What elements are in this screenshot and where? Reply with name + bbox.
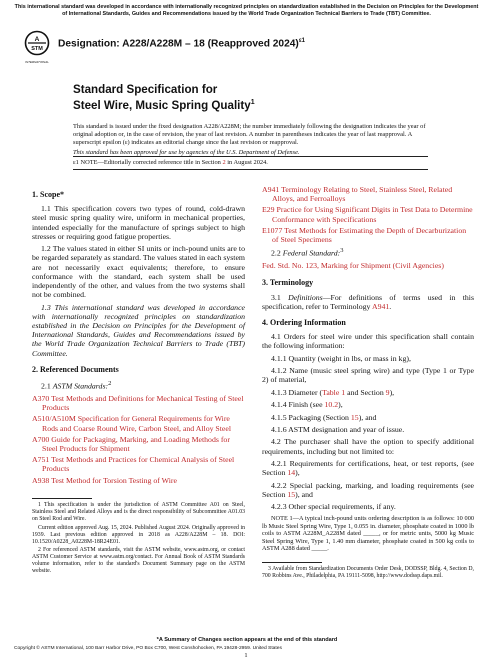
ref-item: Fed. Std. No. 123, Marking for Shipment (Civil Agencies)	[262, 261, 444, 271]
svg-text:INTERNATIONAL: INTERNATIONAL	[25, 60, 49, 64]
ref-item: E29 Practice for Using Significant Digits in Test Data to Determine Conformance with Specifications	[262, 205, 473, 224]
item-4-1-2: 4.1.2 Name (music steel spring wire) and type (Type 1 or Type 2) of material,	[262, 366, 474, 385]
ref-item: A370 Test Methods and Definitions for Mechanical Testing of Steel Products	[32, 394, 244, 413]
ref-item: A938 Test Method for Torsion Testing of Wire	[32, 475, 177, 485]
summary-of-changes-note: *A Summary of Changes section appears at the end of this standard	[156, 637, 338, 643]
para-1-3: 1.3 This international standard was developed in accordance with internationally recognized principles on standardization established in the Decision on Principles for the Development of International Standards, Guides and Recommendations issued by the World Trade Organization Technical Barriers to Trade (TBT) Committee.	[32, 302, 245, 358]
item-4-2-1: 4.2.1 Requirements for certifications, heat, or test reports, (see Section 14),	[262, 458, 474, 478]
ref-link-a751[interactable]: A751	[32, 455, 50, 465]
section-3-heading: 3. Terminology	[262, 278, 314, 288]
para-3-1: 3.1 Definitions—For definitions of terms used in this specification, refer to Terminology A941.	[262, 292, 474, 311]
astm-logo	[24, 30, 50, 70]
section-2-heading: 2. Referenced Documents	[32, 364, 119, 374]
ref-link-a941-terminology[interactable]: A941	[371, 301, 390, 311]
footnote-rule-left	[32, 498, 92, 499]
para-1-2: 1.2 The values stated in either SI units or inch-pound units are to be regarded separately as standard. The values stated in each system are not necessarily exact equivalents; therefore, to ensure conformance with the standard, each system shall be used independently of the other, and values from the two systems shall not be combined.	[32, 244, 245, 300]
page-number: 1	[244, 652, 248, 659]
ref-link-a510[interactable]: A510/A510M	[32, 414, 76, 424]
footnote-1-edition: Current edition approved Aug. 15, 2024. Published August 2024. Originally approved in 1939. Last previous edition approved in 2018 as A228/A228M – 18. DOI: 10.1520/A0228_A0228M-18R24E01.	[32, 524, 245, 545]
svg-text:STM: STM	[31, 46, 43, 52]
ref-item: A941 Terminology Relating to Steel, Stainless Steel, Related Alloys, and Ferroalloys	[262, 185, 453, 204]
item-4-1-1: 4.1.1 Quantity (weight in lbs, or mass in kg),	[271, 353, 411, 363]
item-4-1-5: 4.1.5 Packaging (Section 15), and	[271, 412, 377, 422]
ref-item: A510/A510M Specification for General Requirements for Wire Rods and Coarse Round Wire, Carbon Steel, and Alloy Steel	[32, 414, 232, 433]
section-1-heading: 1. Scope*	[32, 190, 64, 199]
section-9-link[interactable]: 9	[385, 387, 390, 397]
footnote-3: 3 Available from Standardization Documents Order Desk, DODSSP, Bldg. 4, Section D, 700 Robbins Ave., Philadelphia, PA 19111-5098, http://www.dodssp.daps.mil.	[262, 566, 474, 579]
footnote-1: 1 This specification is under the jurisdiction of ASTM Committee A01 on Steel, Stainless Steel and Related Alloys and is the direct responsibility of Subcommittee A01.03 on Steel Rod and Wire.	[32, 502, 245, 522]
divider-bottom	[73, 169, 428, 170]
para-4-1: 4.1 Orders for steel wire under this specification shall contain the following information:	[262, 332, 474, 351]
ref-link-a700[interactable]: A700	[32, 434, 50, 444]
designation: Designation: A228/A228M – 18 (Reapproved 2024)$^{\varepsilon 1}$	[58, 38, 306, 50]
item-4-1-4: 4.1.4 Finish (see 10.2),	[271, 400, 343, 410]
editorial-note: ε1 NOTE—Editorially corrected reference title in Section 2 in August 2024.	[73, 159, 268, 166]
item-4-2-2: 4.2.2 Special packing, marking, and loading requirements (see Section 15), and	[262, 480, 474, 499]
section-15-link[interactable]: 15	[287, 489, 296, 499]
section-4-heading: 4. Ordering Information	[262, 318, 346, 328]
ref-link-fed-std-123[interactable]: Fed. Std. No. 123	[262, 261, 318, 271]
section-15-link[interactable]: 15	[350, 412, 359, 422]
item-4-1-6: 4.1.6 ASTM designation and year of issue.	[271, 424, 405, 434]
para-1-1: 1.1 This specification covers two types of round, cold-drawn steel music spring quality wire, uniform in mechanical properties, intended especially for the manufacture of springs subject to high stresses or requiring good fatigue properties.	[32, 204, 245, 241]
footnotes-left	[32, 502, 245, 577]
divider-top	[73, 156, 428, 157]
ref-item: E1077 Test Methods for Estimating the Depth of Decarburization of Steel Specimens	[262, 225, 467, 245]
ref-link-a941[interactable]: A941	[262, 185, 280, 194]
footnotes-right	[262, 566, 474, 582]
document-title: Standard Specification for Steel Wire, Music Spring Quality$^1$	[73, 83, 255, 112]
section-2-link[interactable]: 2	[222, 159, 226, 166]
ref-link-a370[interactable]: A370	[32, 394, 50, 404]
ref-link-e1077[interactable]: E1077	[262, 225, 283, 235]
ref-item: A751 Test Methods and Practices for Chemical Analysis of Steel Products	[32, 455, 235, 474]
footnote-rule-right	[262, 562, 322, 563]
para-2-1: 2.1 ASTM Standards:$^2$	[41, 380, 112, 391]
dod-approval-note: This standard has been approved for use by agencies of the U.S. Department of Defense.	[73, 149, 300, 156]
tbt-notice: This international standard was developed in accordance with internationally recognized principles on standardization established in the Decision on Principles for the Development of International Standards, Guides and Recommendations issued by the World Trade Organization Technical Barriers to Trade (TBT) Committee.	[14, 4, 479, 17]
section-14-link[interactable]: 14	[287, 468, 296, 478]
section-10-2-link[interactable]: 10.2	[324, 400, 339, 410]
ref-link-e29[interactable]: E29	[262, 205, 275, 215]
left-column	[32, 185, 245, 487]
standard-issue-note: This standard is issued under the fixed designation A228/A228M; the number immediately following the designation indicates the year of original adoption or, in the case of revision, the year of last revision. A number in parentheses indicates the year of last reapproval. A superscript epsilon (ε) indicates an editorial change since the last revision or reapproval.	[73, 123, 426, 146]
footnote-2: 2 For referenced ASTM standards, visit the ASTM website, www.astm.org, or contact ASTM Customer Service at www.astm.org/contact. For Annual Book of ASTM Standards volume information, refer to the standard's Document Summary page on the ASTM website.	[32, 547, 245, 575]
ref-link-a938[interactable]: A938	[32, 475, 50, 485]
note-1: NOTE 1—A typical inch-pound units ordering description is as follows: 10 000 lb Music Steel Spring Wire, Type 1, 0.055 in. diameter, phosphate coated in 1000 lb coils to ASTM A228M_A228M dated _____, or for metric units, 5000 kg Music Steel Spring Wire, Type 1, 1.40 mm diameter, phosphate coated in 500 kg coils to ASTM A288 dated _____.	[262, 515, 474, 552]
right-column	[262, 185, 474, 552]
table-1-link[interactable]: Table 1	[322, 387, 346, 397]
para-4-2: 4.2 The purchaser shall have the option to specify additional requirements, including but not limited to:	[262, 437, 474, 456]
ref-item: A700 Guide for Packaging, Marking, and Loading Methods for Steel Products for Shipment	[32, 434, 230, 454]
svg-text:A: A	[34, 36, 40, 43]
item-4-1-3: 4.1.3 Diameter (Table 1 and Section 9),	[271, 387, 395, 397]
para-2-2: 2.2 Federal Standard:$^3$	[271, 247, 344, 258]
item-4-2-3: 4.2.3 Other special requirements, if any.	[271, 502, 396, 512]
copyright-line: Copyright © ASTM International, 100 Barr Harbor Drive, PO Box C700, West Conshohocken, PA 19428-2959. United States	[14, 646, 282, 651]
